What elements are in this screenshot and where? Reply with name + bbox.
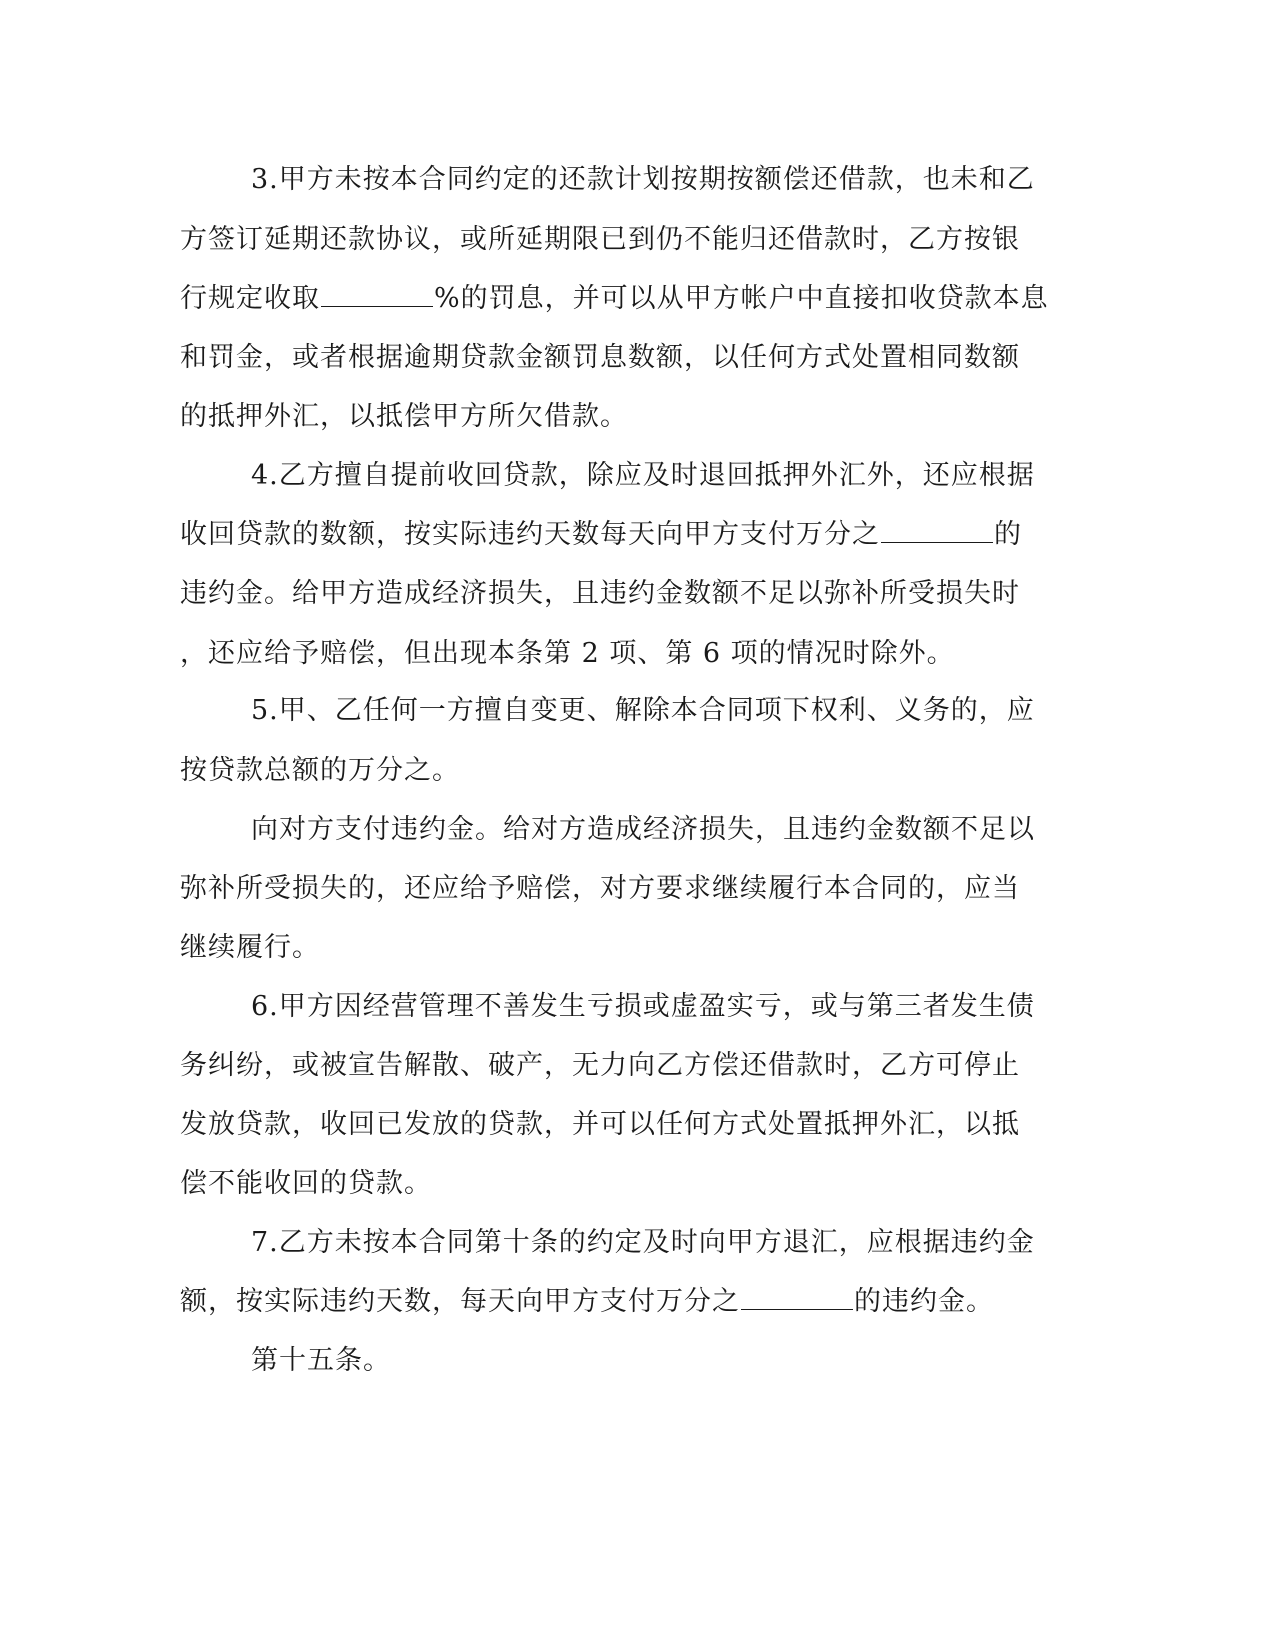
clause-4-line-2 — [180, 515, 1022, 555]
clause-6-line-3: 发放贷款，收回已发放的贷款，并可以任何方式处置抵押外汇，以抵 — [180, 1109, 1020, 1140]
clause-3-line-5: 的抵押外汇，以抵偿甲方所欠借款。 — [180, 401, 628, 432]
clause-4-line-4: ，还应给予赔偿，但出现本条第 2 项、第 6 项的情况时除外。 — [180, 638, 955, 669]
clause-5-line-2: 按贷款总额的万分之。 — [180, 755, 460, 786]
clause-4-line-2-start: 收回贷款的数额，按实际违约天数每天向甲方支付万分之 — [180, 519, 880, 550]
article-15-heading: 第十五条。 — [251, 1345, 391, 1376]
clause-5-para-2-line-3: 继续履行。 — [180, 932, 320, 963]
clause-4-line-2-end: 的 — [994, 519, 1022, 550]
clause-6-line-1: 6.甲方因经营管理不善发生亏损或虚盈实亏，或与第三者发生债 — [251, 991, 1035, 1022]
clause-3-line-1: 3.甲方未按本合同约定的还款计划按期按额偿还借款，也未和乙 — [251, 164, 1035, 195]
clause-4-line-1: 4.乙方擅自提前收回贷款，除应及时退回抵押外汇外，还应根据 — [251, 460, 1035, 491]
clause-7-line-2 — [180, 1282, 994, 1322]
clause-3-line-3-end: %的罚息，并可以从甲方帐户中直接扣收贷款本息 — [434, 283, 1049, 314]
clause-3-line-2: 方签订延期还款协议，或所延期限已到仍不能归还借款时，乙方按银 — [180, 224, 1020, 255]
penalty-rate-blank — [321, 280, 433, 307]
clause-6-line-2: 务纠纷，或被宣告解散、破产，无力向乙方偿还借款时，乙方可停止 — [180, 1050, 1020, 1081]
clause-3-line-3-start: 行规定收取 — [180, 283, 320, 314]
clause-5-para-2-line-2: 弥补所受损失的，还应给予赔偿，对方要求继续履行本合同的，应当 — [180, 873, 1020, 904]
clause-6-line-4: 偿不能收回的贷款。 — [180, 1168, 432, 1199]
clause-3-line-4: 和罚金，或者根据逾期贷款金额罚息数额，以任何方式处置相同数额 — [180, 342, 1020, 373]
refund-penalty-blank — [741, 1283, 853, 1310]
clause-7-line-2-start: 额，按实际违约天数，每天向甲方支付万分之 — [180, 1286, 740, 1317]
clause-5-para-2-line-1: 向对方支付违约金。给对方造成经济损失，且违约金数额不足以 — [251, 814, 1035, 845]
clause-3-line-3 — [180, 279, 1049, 319]
clause-5-line-1: 5.甲、乙任何一方擅自变更、解除本合同项下权利、义务的，应 — [251, 695, 1035, 726]
clause-4-line-3: 违约金。给甲方造成经济损失，且违约金数额不足以弥补所受损失时 — [180, 578, 1020, 609]
daily-penalty-blank — [881, 516, 993, 543]
clause-7-line-1: 7.乙方未按本合同第十条的约定及时向甲方退汇，应根据违约金 — [251, 1227, 1035, 1258]
clause-7-line-2-end: 的违约金。 — [854, 1286, 994, 1317]
